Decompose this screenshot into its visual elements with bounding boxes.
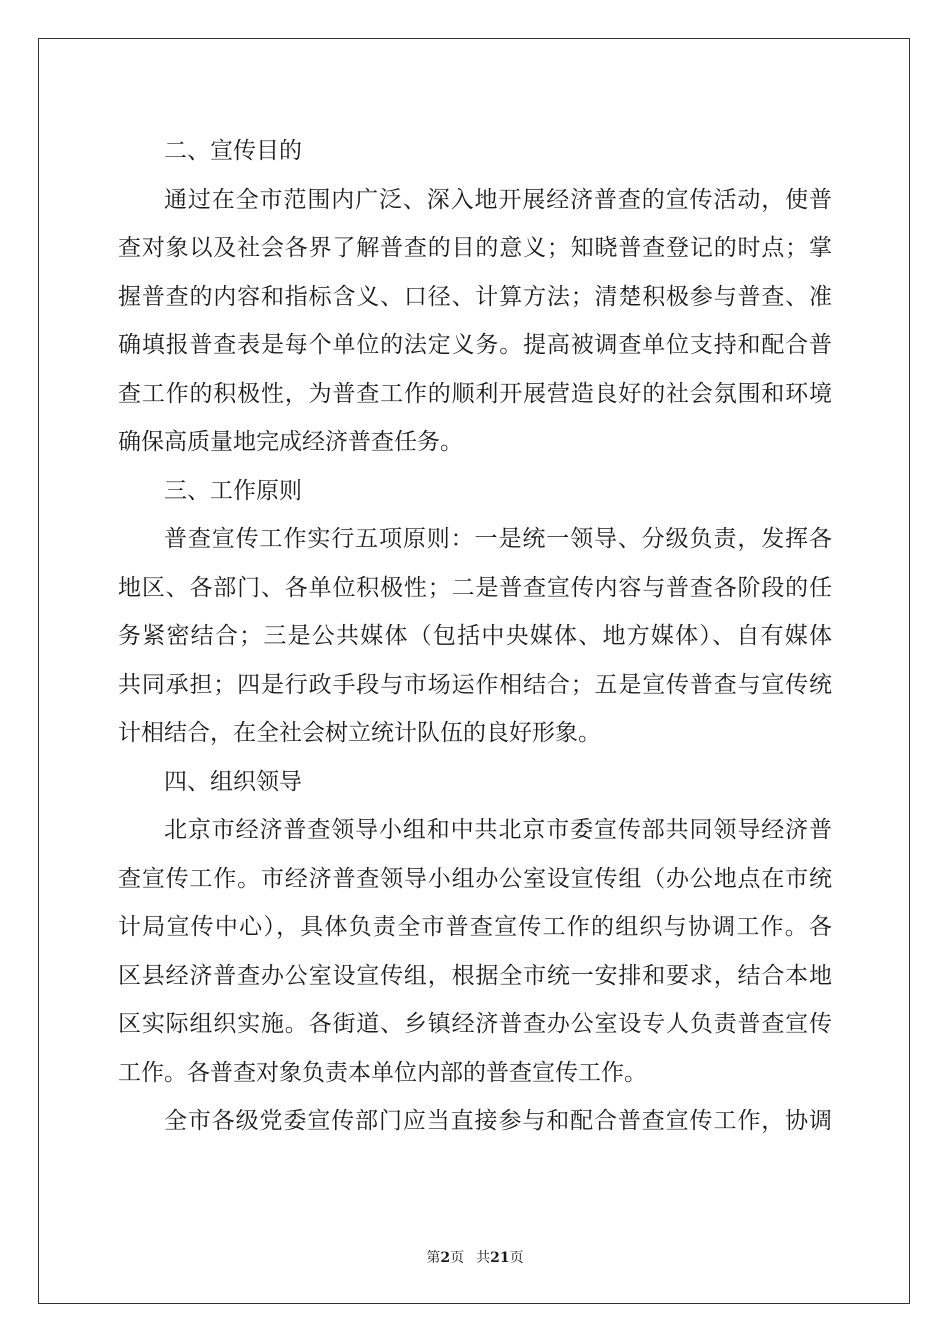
paragraph-line: 区县经济普查办公室设宣传组，根据全市统一安排和要求，结合本地	[118, 962, 832, 989]
paragraph-line: 查工作的积极性，为普查工作的顺利开展营造良好的社会氛围和环境	[118, 380, 832, 407]
paragraph-line: 计局宣传中心），具体负责全市普查宣传工作的组织与协调工作。各	[118, 914, 832, 940]
paragraph-line: 务紧密结合；三是公共媒体（包括中央媒体、地方媒体）、自有媒体	[118, 623, 832, 649]
document-body	[118, 127, 832, 1146]
paragraph-line: 普查宣传工作实行五项原则：一是统一领导、分级负责，发挥各	[164, 526, 832, 552]
paragraph-line: 确保高质量地完成经济普查任务。	[118, 429, 463, 455]
total-pages-prefix: 共	[476, 1250, 491, 1266]
paragraph-line: 查宣传工作。市经济普查领导小组办公室设宣传组（办公地点在市统	[118, 865, 832, 892]
paragraph-line: 地区、各部门、各单位积极性；二是普查宣传内容与普查各阶段的任	[118, 574, 832, 601]
paragraph-line: 查对象以及社会各界了解普查的目的意义；知晓普查登记的时点；掌	[118, 235, 832, 261]
paragraph-line: 区实际组织实施。各街道、乡镇经济普查办公室设专人负责普查宣传	[118, 1011, 832, 1037]
section-heading: 三、工作原则	[164, 477, 302, 504]
paragraph-line: 共同承担；四是行政手段与市场运作相结合；五是宣传普查与宣传统	[118, 671, 832, 698]
paragraph-line: 北京市经济普查领导小组和中共北京市委宣传部共同领导经济普	[164, 817, 832, 843]
paragraph-line: 工作。各普查对象负责本单位内部的普查宣传工作。	[118, 1059, 647, 1086]
page-number-prefix: 第	[426, 1250, 441, 1266]
page-number-suffix: 页	[450, 1250, 465, 1266]
total-pages-suffix: 页	[509, 1250, 524, 1266]
section-heading: 四、组织领导	[164, 768, 302, 795]
paragraph-line: 通过在全市范围内广泛、深入地开展经济普查的宣传活动，使普	[164, 186, 832, 213]
section-heading: 二、宣传目的	[164, 138, 302, 164]
paragraph-line: 全市各级党委宣传部门应当直接参与和配合普查宣传工作，协调	[164, 1108, 832, 1134]
page-footer	[0, 1247, 950, 1267]
page-number: 2	[440, 1250, 451, 1266]
total-pages: 21	[490, 1250, 510, 1266]
paragraph-line: 计相结合，在全社会树立统计队伍的良好形象。	[118, 720, 601, 746]
paragraph-line: 握普查的内容和指标含义、口径、计算方法；清楚积极参与普查、准	[118, 283, 832, 310]
paragraph-line: 确填报普查表是每个单位的法定义务。提高被调查单位支持和配合普	[118, 332, 832, 358]
